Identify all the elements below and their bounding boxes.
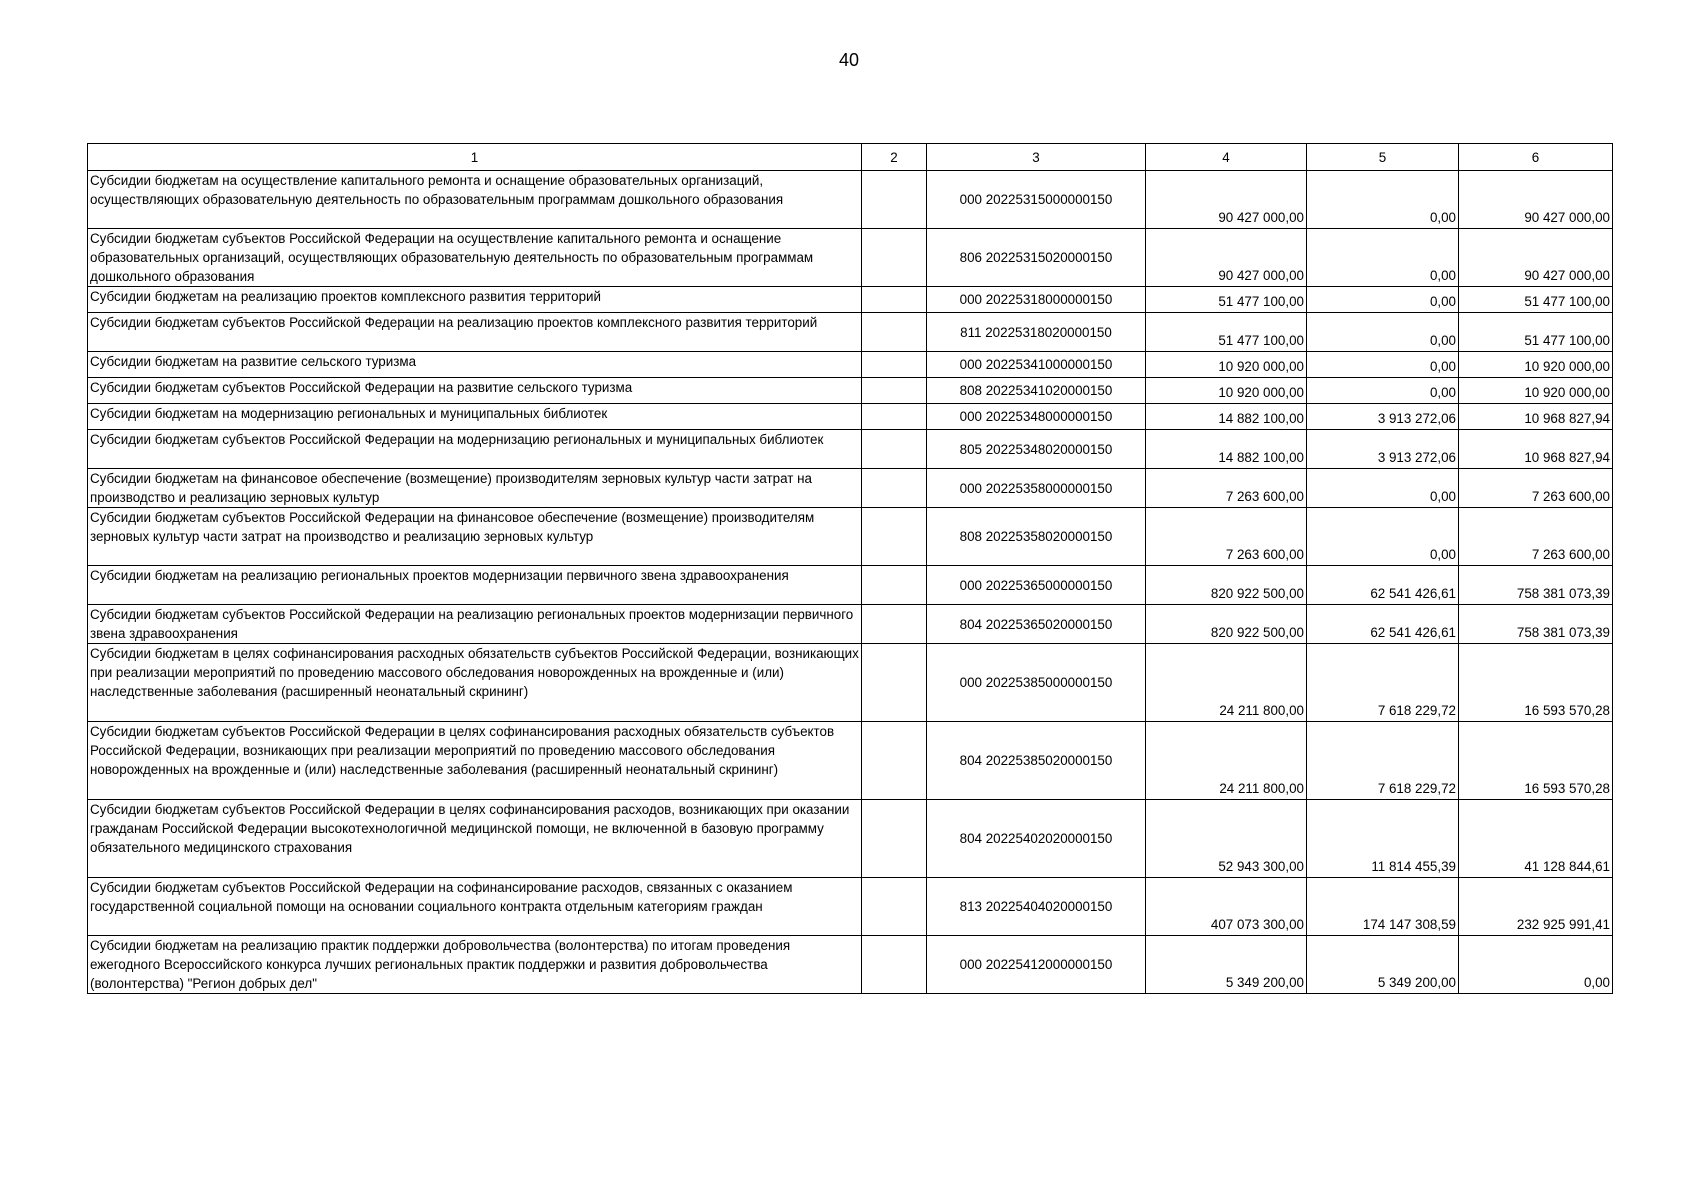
- column-5-value-cell: 0,00: [1307, 352, 1459, 378]
- column-6-value-cell: 16 593 570,28: [1459, 644, 1613, 722]
- budget-code-cell: 805 20225348020000150: [927, 430, 1146, 469]
- income-name-cell: Субсидии бюджетам субъектов Российской Федерации в целях софинансирования расходов, возникающих при оказании гражданам Российской Федерации высокотехнологичной медицинской помощи, не включенной в базовую программу обязательного медицинского страхования: [88, 800, 862, 878]
- table-row: [88, 378, 1613, 404]
- table-row: [88, 605, 1613, 644]
- column-6-value-cell: 7 263 600,00: [1459, 508, 1613, 566]
- budget-code-cell: 000 20225358000000150: [927, 469, 1146, 508]
- column-2-cell: [862, 352, 927, 378]
- column-2-cell: [862, 800, 927, 878]
- column-2-cell: [862, 378, 927, 404]
- income-name-cell: Субсидии бюджетам на реализацию проектов комплексного развития территорий: [88, 287, 862, 313]
- column-2-cell: [862, 936, 927, 994]
- income-name-cell: Субсидии бюджетам субъектов Российской Федерации на финансовое обеспечение (возмещение) производителям зерновых культур части затрат на производство и реализацию зерновых культур: [88, 508, 862, 566]
- income-name-cell: Субсидии бюджетам на осуществление капитального ремонта и оснащение образовательных организаций, осуществляющих образовательную деятельность по образовательным программам дошкольного образования: [88, 171, 862, 229]
- income-name-cell: Субсидии бюджетам субъектов Российской Федерации на софинансирование расходов, связанных с оказанием государственной социальной помощи на основании социального контракта отдельным категориям граждан: [88, 878, 862, 936]
- budget-code-cell: 000 20225385000000150: [927, 644, 1146, 722]
- column-2-cell: [862, 229, 927, 287]
- column-2-cell: [862, 430, 927, 469]
- income-name-cell: Субсидии бюджетам субъектов Российской Федерации на реализацию региональных проектов модернизации первичного звена здравоохранения: [88, 605, 862, 644]
- income-name-cell: Субсидии бюджетам субъектов Российской Федерации на осуществление капитального ремонта и оснащение образовательных организаций, осуществляющих образовательную деятельность по образовательным программам дошкольного образования: [88, 229, 862, 287]
- income-name-cell: Субсидии бюджетам субъектов Российской Федерации на развитие сельского туризма: [88, 378, 862, 404]
- column-2-cell: [862, 469, 927, 508]
- column-5-value-cell: 7 618 229,72: [1307, 722, 1459, 800]
- column-5-value-cell: 3 913 272,06: [1307, 430, 1459, 469]
- budget-code-cell: 811 20225318020000150: [927, 313, 1146, 352]
- column-5-value-cell: 62 541 426,61: [1307, 605, 1459, 644]
- column-header-3: 3: [927, 144, 1146, 171]
- table-row: [88, 878, 1613, 936]
- column-4-value-cell: 52 943 300,00: [1146, 800, 1307, 878]
- table-row: [88, 229, 1613, 287]
- column-6-value-cell: 758 381 073,39: [1459, 605, 1613, 644]
- budget-code-cell: 000 20225341000000150: [927, 352, 1146, 378]
- column-5-value-cell: 0,00: [1307, 229, 1459, 287]
- table-row: [88, 566, 1613, 605]
- income-name-cell: Субсидии бюджетам на реализацию региональных проектов модернизации первичного звена здравоохранения: [88, 566, 862, 605]
- column-header-4: 4: [1146, 144, 1307, 171]
- table-row: [88, 430, 1613, 469]
- column-4-value-cell: 51 477 100,00: [1146, 287, 1307, 313]
- column-5-value-cell: 0,00: [1307, 313, 1459, 352]
- income-name-cell: Субсидии бюджетам на финансовое обеспечение (возмещение) производителям зерновых культур части затрат на производство и реализацию зерновых культур: [88, 469, 862, 508]
- column-5-value-cell: 5 349 200,00: [1307, 936, 1459, 994]
- column-4-value-cell: 90 427 000,00: [1146, 229, 1307, 287]
- income-name-cell: Субсидии бюджетам субъектов Российской Федерации на реализацию проектов комплексного развития территорий: [88, 313, 862, 352]
- column-6-value-cell: 90 427 000,00: [1459, 229, 1613, 287]
- income-name-cell: Субсидии бюджетам в целях софинансирования расходных обязательств субъектов Российской Федерации, возникающих при реализации мероприятий по проведению массового обследования новорожденных на врожденные и (или) наследственные заболевания (расширенный неонатальный скрининг): [88, 644, 862, 722]
- table-row: [88, 508, 1613, 566]
- column-6-value-cell: 232 925 991,41: [1459, 878, 1613, 936]
- column-6-value-cell: 0,00: [1459, 936, 1613, 994]
- column-4-value-cell: 10 920 000,00: [1146, 352, 1307, 378]
- column-4-value-cell: 407 073 300,00: [1146, 878, 1307, 936]
- column-5-value-cell: 0,00: [1307, 508, 1459, 566]
- column-header-6: 6: [1459, 144, 1613, 171]
- column-5-value-cell: 3 913 272,06: [1307, 404, 1459, 430]
- column-5-value-cell: 0,00: [1307, 378, 1459, 404]
- column-6-value-cell: 90 427 000,00: [1459, 171, 1613, 229]
- budget-code-cell: 000 20225315000000150: [927, 171, 1146, 229]
- column-6-value-cell: 41 128 844,61: [1459, 800, 1613, 878]
- column-2-cell: [862, 878, 927, 936]
- income-name-cell: Субсидии бюджетам субъектов Российской Федерации в целях софинансирования расходных обязательств субъектов Российской Федерации, возникающих при реализации мероприятий по проведению массового обследования новорожденных на врожденные и (или) наследственные заболевания (расширенный неонатальный скрининг): [88, 722, 862, 800]
- table-row: [88, 352, 1613, 378]
- column-6-value-cell: 10 968 827,94: [1459, 404, 1613, 430]
- column-6-value-cell: 51 477 100,00: [1459, 287, 1613, 313]
- income-name-cell: Субсидии бюджетам на развитие сельского туризма: [88, 352, 862, 378]
- column-5-value-cell: 7 618 229,72: [1307, 644, 1459, 722]
- budget-code-cell: 000 20225412000000150: [927, 936, 1146, 994]
- budget-code-cell: 806 20225315020000150: [927, 229, 1146, 287]
- column-2-cell: [862, 566, 927, 605]
- income-name-cell: Субсидии бюджетам на модернизацию региональных и муниципальных библиотек: [88, 404, 862, 430]
- budget-code-cell: 813 20225404020000150: [927, 878, 1146, 936]
- budget-code-cell: 000 20225348000000150: [927, 404, 1146, 430]
- column-4-value-cell: 7 263 600,00: [1146, 469, 1307, 508]
- column-2-cell: [862, 722, 927, 800]
- budget-code-cell: 000 20225365000000150: [927, 566, 1146, 605]
- column-4-value-cell: 51 477 100,00: [1146, 313, 1307, 352]
- page-number: 40: [838, 50, 860, 70]
- table-row: [88, 469, 1613, 508]
- budget-code-cell: 000 20225318000000150: [927, 287, 1146, 313]
- column-5-value-cell: 0,00: [1307, 287, 1459, 313]
- column-6-value-cell: 10 920 000,00: [1459, 352, 1613, 378]
- column-4-value-cell: 90 427 000,00: [1146, 171, 1307, 229]
- header-row: [88, 144, 1613, 171]
- column-5-value-cell: 62 541 426,61: [1307, 566, 1459, 605]
- column-6-value-cell: 10 920 000,00: [1459, 378, 1613, 404]
- budget-code-cell: 804 20225385020000150: [927, 722, 1146, 800]
- budget-table: [87, 143, 1613, 994]
- column-5-value-cell: 0,00: [1307, 171, 1459, 229]
- column-4-value-cell: 7 263 600,00: [1146, 508, 1307, 566]
- column-4-value-cell: 14 882 100,00: [1146, 404, 1307, 430]
- column-2-cell: [862, 404, 927, 430]
- column-5-value-cell: 11 814 455,39: [1307, 800, 1459, 878]
- column-header-1: 1: [88, 144, 862, 171]
- column-4-value-cell: 24 211 800,00: [1146, 644, 1307, 722]
- table-row: [88, 404, 1613, 430]
- table-row: [88, 313, 1613, 352]
- column-2-cell: [862, 287, 927, 313]
- column-4-value-cell: 820 922 500,00: [1146, 566, 1307, 605]
- column-header-5: 5: [1307, 144, 1459, 171]
- column-4-value-cell: 24 211 800,00: [1146, 722, 1307, 800]
- column-2-cell: [862, 644, 927, 722]
- column-5-value-cell: 0,00: [1307, 469, 1459, 508]
- column-2-cell: [862, 313, 927, 352]
- column-4-value-cell: 5 349 200,00: [1146, 936, 1307, 994]
- table-row: [88, 171, 1613, 229]
- column-6-value-cell: 758 381 073,39: [1459, 566, 1613, 605]
- column-4-value-cell: 820 922 500,00: [1146, 605, 1307, 644]
- column-4-value-cell: 10 920 000,00: [1146, 378, 1307, 404]
- column-6-value-cell: 7 263 600,00: [1459, 469, 1613, 508]
- column-header-2: 2: [862, 144, 927, 171]
- column-5-value-cell: 174 147 308,59: [1307, 878, 1459, 936]
- budget-code-cell: 808 20225358020000150: [927, 508, 1146, 566]
- column-6-value-cell: 10 968 827,94: [1459, 430, 1613, 469]
- column-4-value-cell: 14 882 100,00: [1146, 430, 1307, 469]
- income-name-cell: Субсидии бюджетам на реализацию практик поддержки добровольчества (волонтерства) по итогам проведения ежегодного Всероссийского конкурса лучших региональных практик поддержки и развития добровольчества (волонтерства) "Регион добрых дел": [88, 936, 862, 994]
- column-2-cell: [862, 605, 927, 644]
- column-2-cell: [862, 508, 927, 566]
- column-6-value-cell: 16 593 570,28: [1459, 722, 1613, 800]
- table-body: [88, 171, 1613, 994]
- table-row: [88, 287, 1613, 313]
- table-row: [88, 800, 1613, 878]
- budget-code-cell: 804 20225402020000150: [927, 800, 1146, 878]
- table-row: [88, 722, 1613, 800]
- column-2-cell: [862, 171, 927, 229]
- budget-code-cell: 808 20225341020000150: [927, 378, 1146, 404]
- income-name-cell: Субсидии бюджетам субъектов Российской Федерации на модернизацию региональных и муниципальных библиотек: [88, 430, 862, 469]
- table-row: [88, 936, 1613, 994]
- table-row: [88, 644, 1613, 722]
- budget-code-cell: 804 20225365020000150: [927, 605, 1146, 644]
- column-6-value-cell: 51 477 100,00: [1459, 313, 1613, 352]
